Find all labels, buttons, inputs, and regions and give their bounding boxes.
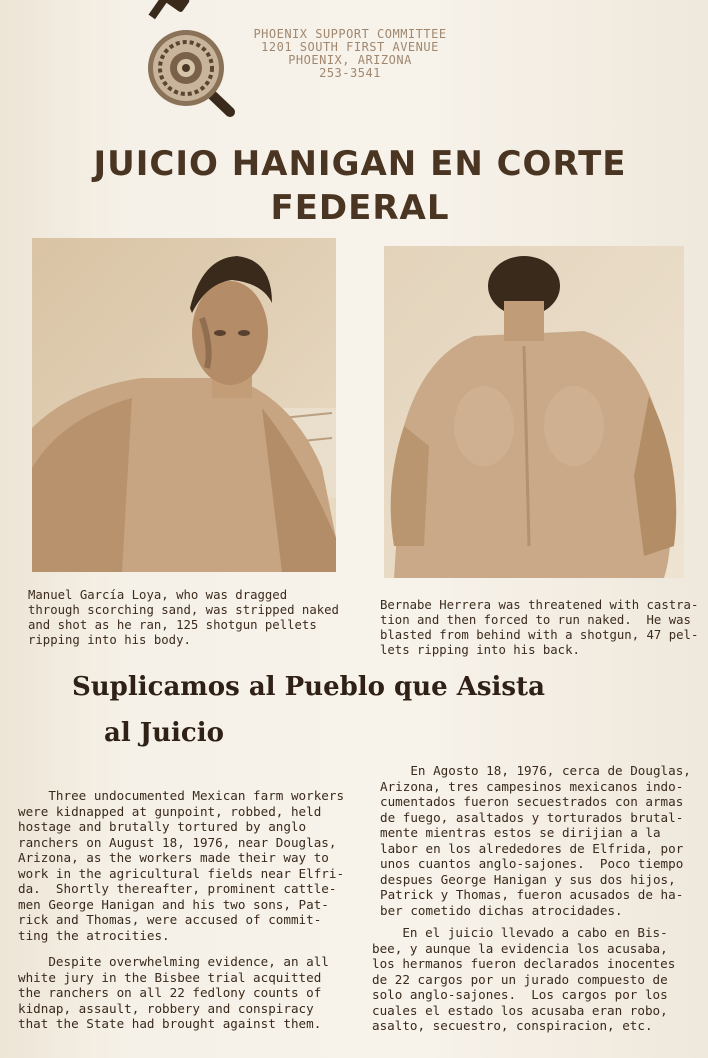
photo-manuel-garcia-loya <box>32 238 336 572</box>
spanish-paragraph-2: En el juicio llevado a cabo en Bis- bee, y aunque la evidencia los acusaba, los hermanos fueron declarados inocentes de 22 cargos por un jurado compuesto de solo anglo-sajones. Los cargos por los cuales el estado los acusaba eran robo, asalto, secuestro, conspiracion, etc. <box>372 925 676 1033</box>
organization-address <box>240 28 460 80</box>
photo-bernabe-herrera <box>384 246 684 578</box>
org-name: PHOENIX SUPPORT COMMITTEE <box>253 27 447 41</box>
title-line-2: FEDERAL <box>270 188 450 228</box>
org-phone: 253-3541 <box>319 66 381 80</box>
org-street: 1201 SOUTH FIRST AVENUE <box>261 40 439 54</box>
caption-manuel-garcia-loya: Manuel García Loya, who was dragged through scorching sand, was stripped naked and shot as he ran, 125 shotgun pellets ripping into his body. <box>28 588 339 647</box>
caption-bernabe-herrera: Bernabe Herrera was threatened with castra- tion and then forced to run naked. He was blasted from behind with a shotgun, 47 pel- lets ripping into his back. <box>380 598 699 657</box>
gavel-aztec-calendar-logo <box>98 0 238 120</box>
title-line-1: JUICIO HANIGAN EN CORTE <box>93 144 627 184</box>
spanish-paragraph-1: En Agosto 18, 1976, cerca de Douglas, Arizona, tres campesinos mexicanos indo- cumentados fueron secuestrados con armas de fuego, asaltados y torturados brutal- mente mientras estos se dirijian a la labor en los alrededores de Elfrida, por unos cuantos anglo-sajones. Poco tiempo despues George Hanigan y sus dos hijos, Patrick y Thomas, fueron acusados de ha- ber cometido dichas atrocidades. <box>380 763 691 918</box>
appeal-heading-line-2: al Juicio <box>104 718 224 748</box>
appeal-heading-line-1: Suplicamos al Pueblo que Asista <box>72 672 545 702</box>
english-paragraph-1: Three undocumented Mexican farm workers were kidnapped at gunpoint, robbed, held hostage and brutally tortured by anglo ranchers on August 18, 1976, near Douglas, Arizona, as the workers made their way to work in the agricultural fields near Elfri- da. Shortly thereafter, prominent cattle- men George Hanigan and his two sons, Pat- rick and Thomas, were accused of commit- ting the atrocities. <box>18 788 345 943</box>
org-city: PHOENIX, ARIZONA <box>288 53 412 67</box>
page-title <box>40 142 680 230</box>
english-paragraph-2: Despite overwhelming evidence, an all white jury in the Bisbee trial acquitted the ranchers on all 22 fedlony counts of kidnap, assault, robbery and conspiracy that the State had brought against them. <box>18 954 329 1031</box>
